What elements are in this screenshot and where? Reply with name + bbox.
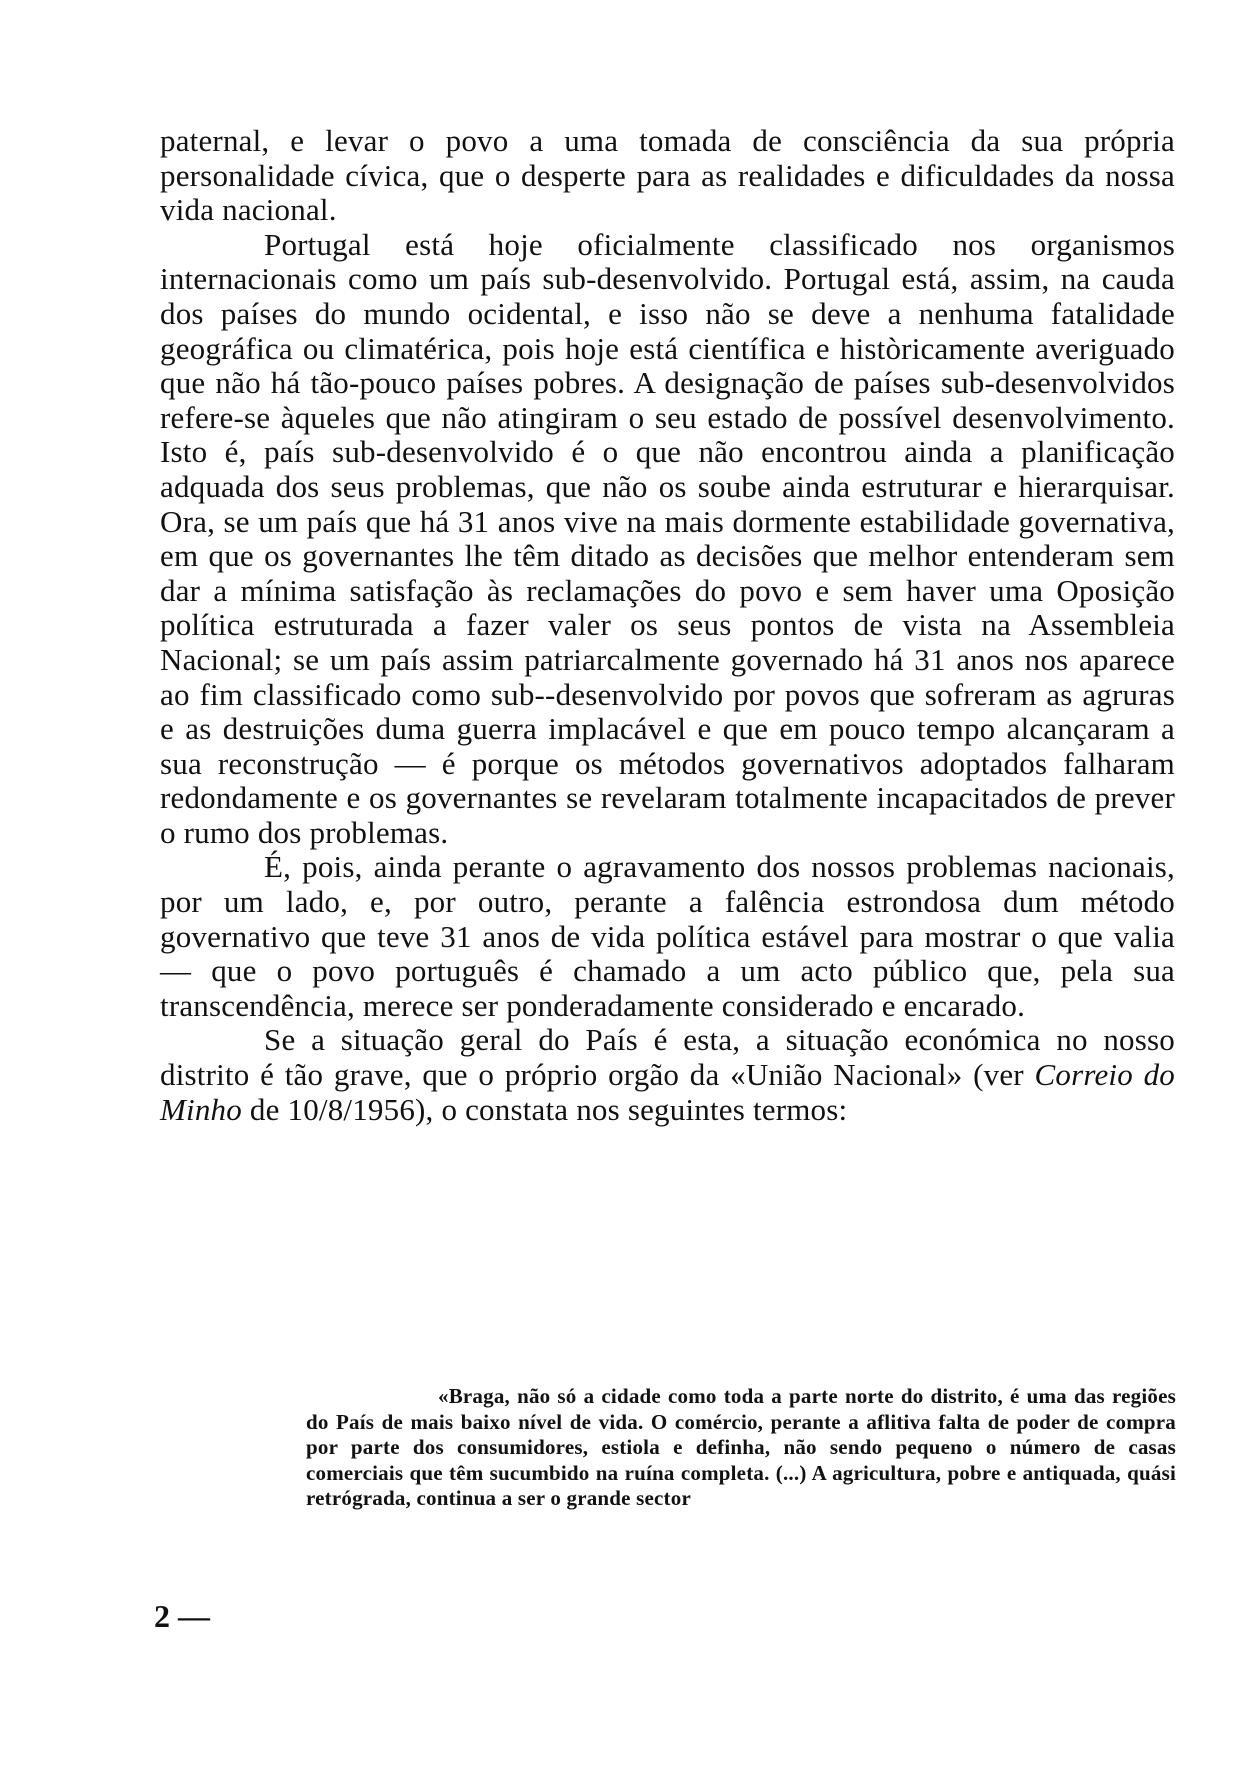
- paragraph-4-text-end: de 10/8/1956), o constata nos seguintes termos:: [241, 1091, 848, 1127]
- newspaper-title: Correio do Minho: [160, 1057, 1175, 1127]
- paragraph-4: [160, 1023, 1175, 1127]
- paragraph-4-text-start: Se a situação geral do País é esta, a situação económica no nosso distrito é tão grave, que o próprio orgão da «União Nacional» (ver: [160, 1022, 1175, 1093]
- block-quote: [306, 1384, 1176, 1512]
- block-quote-text: «Braga, não só a cidade como toda a parte norte do distrito, é uma das regiões do País de mais baixo nível de vida. O comércio, perante a aflitiva falta de poder de compra por parte dos consumidores, estiola e definha, não sendo pequeno o número de casas comerciais que têm sucumbido na ruína completa. (...) A agricultura, pobre e antiquada, quási retrógrada, continua a ser o grande sector: [306, 1384, 1176, 1510]
- page-number: 2 —: [154, 1598, 210, 1634]
- paragraph-1: paternal, e levar o povo a uma tomada de consciência da sua própria personalidade cívica, que o desperte para as realidades e dificuldades da nossa vida nacional.: [160, 123, 1175, 228]
- paragraph-2: Portugal está hoje oficialmente classificado nos organismos internacionais como um país sub-desenvolvido. Portugal está, assim, na cauda dos países do mundo ocidental, e isso não se deve a nenhuma fatalidade geográfica ou climatérica, pois hoje está científica e històricamente averiguado que não há tão-pouco países pobres. A designação de países sub-desenvolvidos refere-se àqueles que não atingiram o seu estado de possível desenvolvimento. Isto é, país sub-desenvolvido é o que não encontrou ainda a planificação adquada dos seus problemas, que não os soube ainda estruturar e hierarquisar. Ora, se um país que há 31 anos vive na mais dormente estabilidade governativa, em que os governantes lhe têm ditado as decisões que melhor entenderam sem dar a mínima satisfação às reclamações do povo e sem haver uma Oposição política estruturada a fazer valer os seus pontos de vista na Assembleia Nacional; se um país assim patriarcalmente governado há 31 anos nos aparece ao fim classificado como sub--desenvolvido por povos que sofreram as agruras e as destruições duma guerra implacável e que em pouco tempo alcançaram a sua reconstrução — é porque os métodos governativos adoptados falharam redondamente e os governantes se revelaram totalmente incapacitados de prever o rumo dos problemas.: [160, 226, 1175, 850]
- paragraph-3: É, pois, ainda perante o agravamento dos nossos problemas nacionais, por um lado, e, por outro, perante a falência estrondosa dum método governativo que teve 31 anos de vida política estável para mostrar o que valia — que o povo português é chamado a um acto público que, pela sua transcendência, merece ser ponderadamente considerado e encarado.: [160, 849, 1175, 1023]
- body-text: [160, 124, 1175, 1127]
